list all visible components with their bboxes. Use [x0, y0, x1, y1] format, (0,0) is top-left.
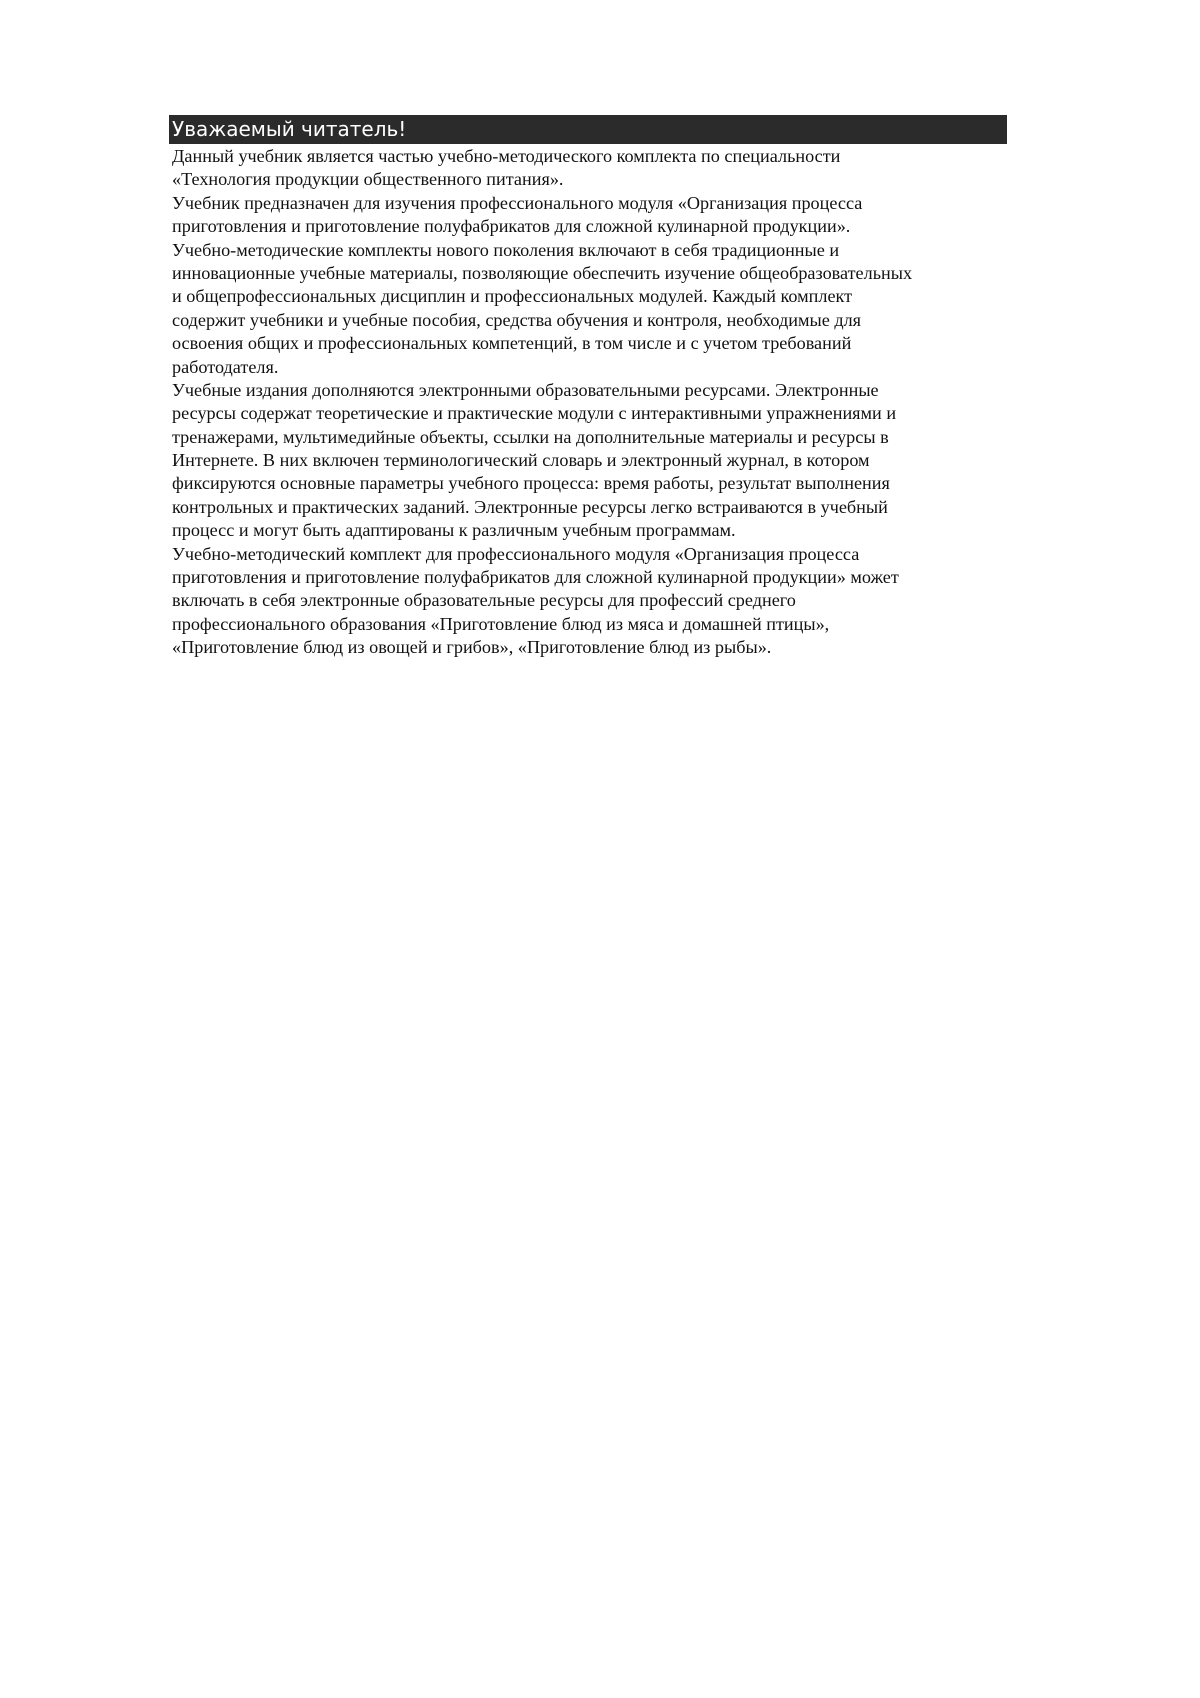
text-line: включать в себя электронные образовательные ресурсы для профессий среднего — [172, 590, 796, 611]
text-line: приготовления и приготовление полуфабрикатов для сложной кулинарной продукции». — [172, 216, 851, 237]
heading-bar — [169, 115, 1007, 144]
body-text — [169, 145, 1007, 660]
text-line: ресурсы содержат теоретические и практические модули с интерактивными упражнениями и — [172, 403, 897, 424]
text-line: Учебник предназначен для изучения профессионального модуля «Организация процесса — [172, 192, 863, 213]
text-line: и общепрофессиональных дисциплин и профессиональных модулей. Каждый комплект — [172, 286, 853, 307]
text-line: освоения общих и профессиональных компетенций, в том числе и с учетом требований — [172, 333, 852, 354]
text-line: Учебные издания дополняются электронными образовательными ресурсами. Электронные — [172, 379, 879, 400]
text-line: Учебно-методические комплекты нового поколения включают в себя традиционные и — [172, 239, 840, 260]
text-line: содержит учебники и учебные пособия, средства обучения и контроля, необходимые для — [172, 309, 862, 330]
text-line: Учебно-методический комплект для профессионального модуля «Организация процесса — [172, 543, 860, 564]
text-line: приготовления и приготовление полуфабрикатов для сложной кулинарной продукции» может — [172, 567, 899, 588]
text-line: Интернете. В них включен терминологический словарь и электронный журнал, в котором — [172, 450, 870, 471]
text-line: «Приготовление блюд из овощей и грибов», «Приготовление блюд из рыбы». — [172, 637, 772, 658]
text-line: тренажерами, мультимедийные объекты, ссылки на дополнительные материалы и ресурсы в — [172, 426, 889, 447]
text-line: Данный учебник является частью учебно-методического комплекта по специальности — [172, 146, 841, 166]
text-line: «Технология продукции общественного питания». — [172, 169, 564, 190]
text-line: контрольных и практических заданий. Электронные ресурсы легко встраиваются в учебный — [172, 496, 888, 517]
text-line: профессионального образования «Приготовление блюд из мяса и домашней птицы», — [172, 613, 830, 634]
text-line: инновационные учебные материалы, позволяющие обеспечить изучение общеобразовательных — [172, 262, 913, 283]
text-line: работодателя. — [172, 356, 279, 377]
text-line: процесс и могут быть адаптированы к различным учебным программам. — [172, 520, 736, 541]
text-line: фиксируются основные параметры учебного процесса: время работы, результат выполнения — [172, 473, 890, 494]
document-content — [169, 115, 1007, 660]
page-title: Уважаемый читатель! — [172, 117, 407, 141]
